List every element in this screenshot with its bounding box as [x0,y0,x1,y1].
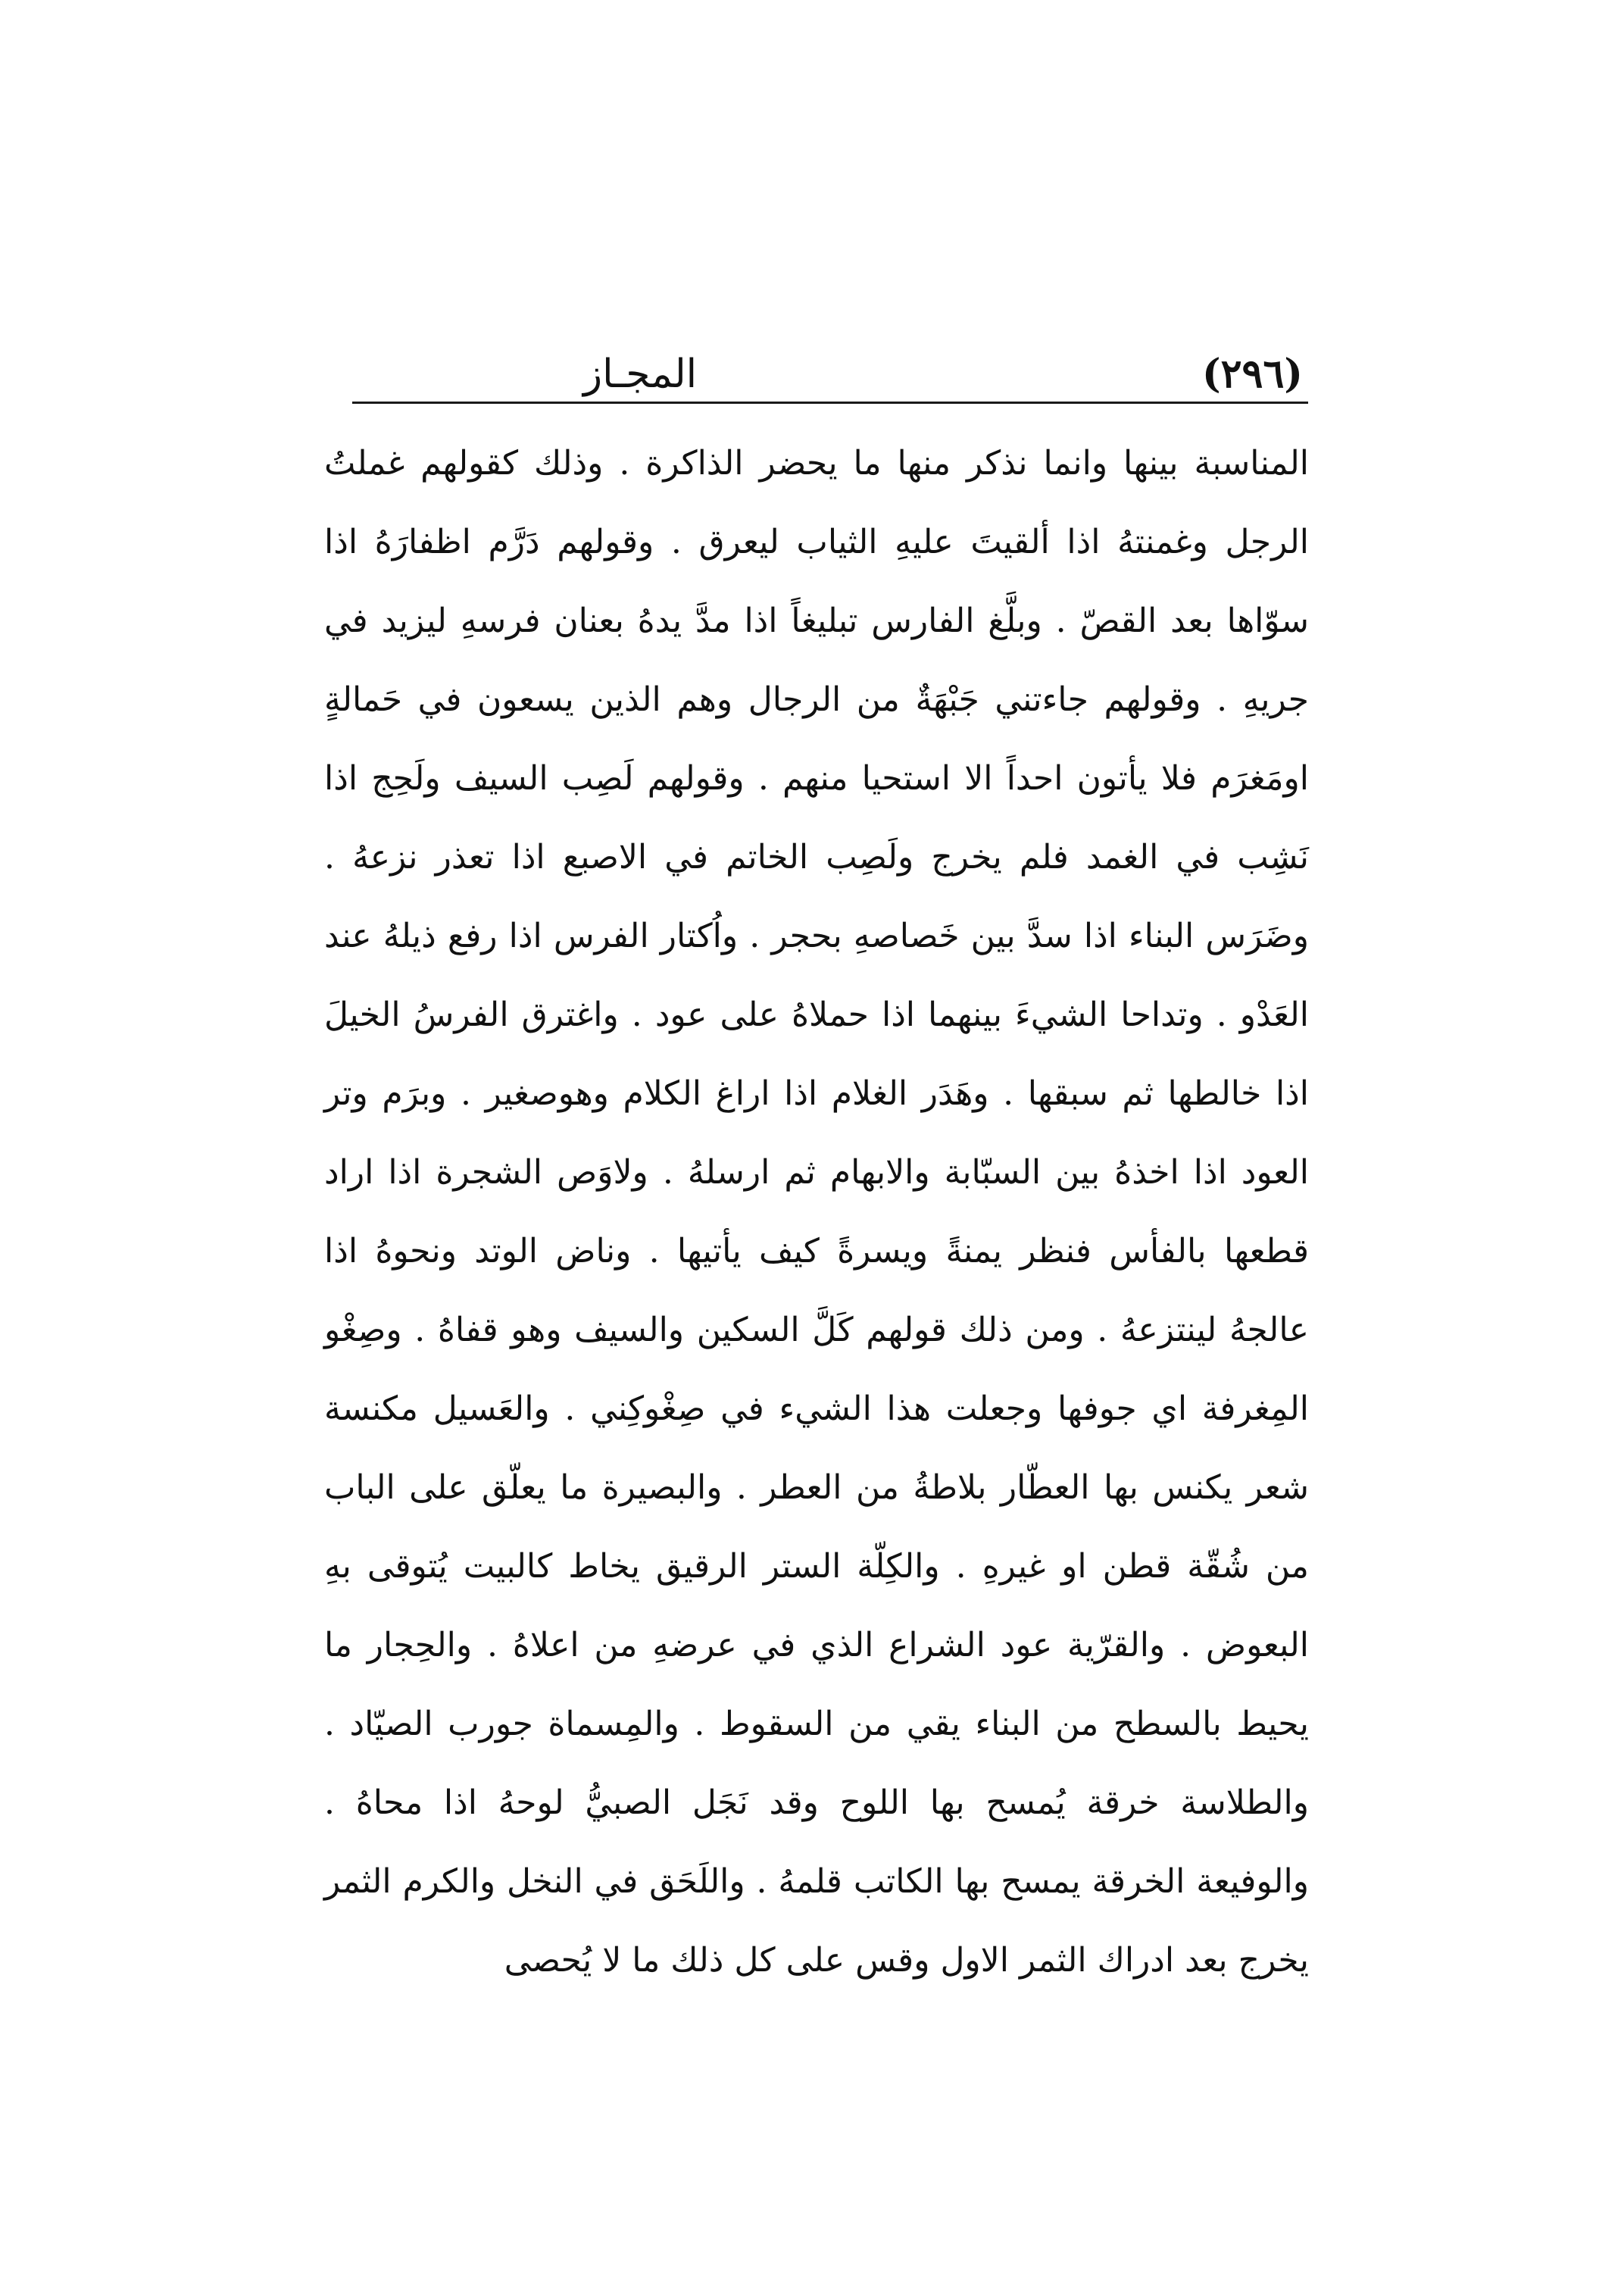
page-number: (٢٩٦) [1201,351,1303,397]
running-title: المجـاز [583,352,698,397]
header-rule [352,402,1308,404]
page-header [356,326,1303,397]
body-paragraph: المناسبة بينها وانما نذكر منها ما يحضر الذاكرة . وذلك كقولهم غملتُ الرجل وغمنتهُ اذا ألقيتَ عليهِ الثياب ليعرق . وقولهم دَرَّم اظفارَهُ اذا سوّاها بعد القصّ . وبلَّغ الفارس تبليغاً اذا مدَّ يدهُ بعنان فرسهِ ليزيد في جريهِ . وقولهم جاءتني جَبْهَةٌ من الرجال وهم الذين يسعون في حَمالةٍ اومَغرَم فلا يأتون احداً الا استحيا منهم . وقولهم لَصِب السيف ولَحِج اذا نَشِب في الغمد فلم يخرج ولَصِب الخاتم في الاصبع اذا تعذر نزعهُ . وضَرَس البناء اذا سدَّ بين خَصاصهِ بحجر . واُكتار الفرس اذا رفع ذيلهُ عند العَدْو . وتداحا الشيءَ بينهما اذا حملاهُ على عود . واغترق الفرسُ الخيلَ اذا خالطها ثم سبقها . وهَدَر الغلام اذا اراغ الكلام وهوصغير . وبرَم وتر العود اذا اخذهُ بين السبّابة والابهام ثم ارسلهُ . ولاوَص الشجرة اذا اراد قطعها بالفأس فنظر يمنةً ويسرةً كيف يأتيها . وناض الوتد ونحوهُ اذا عالجهُ لينتزعهُ . ومن ذلك قولهم كَلَّ السكين والسيف وهو قفاهُ . وصِغْو المِغرفة اي جوفها وجعلت هذا الشيء في صِغْوكِني . والعَسيل مكنسة شعر يكنس بها العطّار بلاطةُ من العطر . والبصيرة ما يعلّق على الباب من شُقّة قطن او غيرهِ . والكِلّة الستر الرقيق يخاط كالبيت يُتوقى بهِ البعوض . والقرّية عود الشراع الذي في عرضهِ من اعلاهُ . والحِجار ما يحيط بالسطح من البناء يقي من السقوط . والمِسماة جورب الصيّاد . والطلاسة خرقة يُمسح بها اللوح وقد نَجَل الصبيُّ لوحهُ اذا محاهُ . والوفيعة الخرقة يمسح بها الكاتب قلمهُ . واللَحَق في النخل والكرم الثمر يخرج بعد ادراك الثمر الاول وقس على كل ذلك ما لا يُحصى [324,444,1309,1980]
